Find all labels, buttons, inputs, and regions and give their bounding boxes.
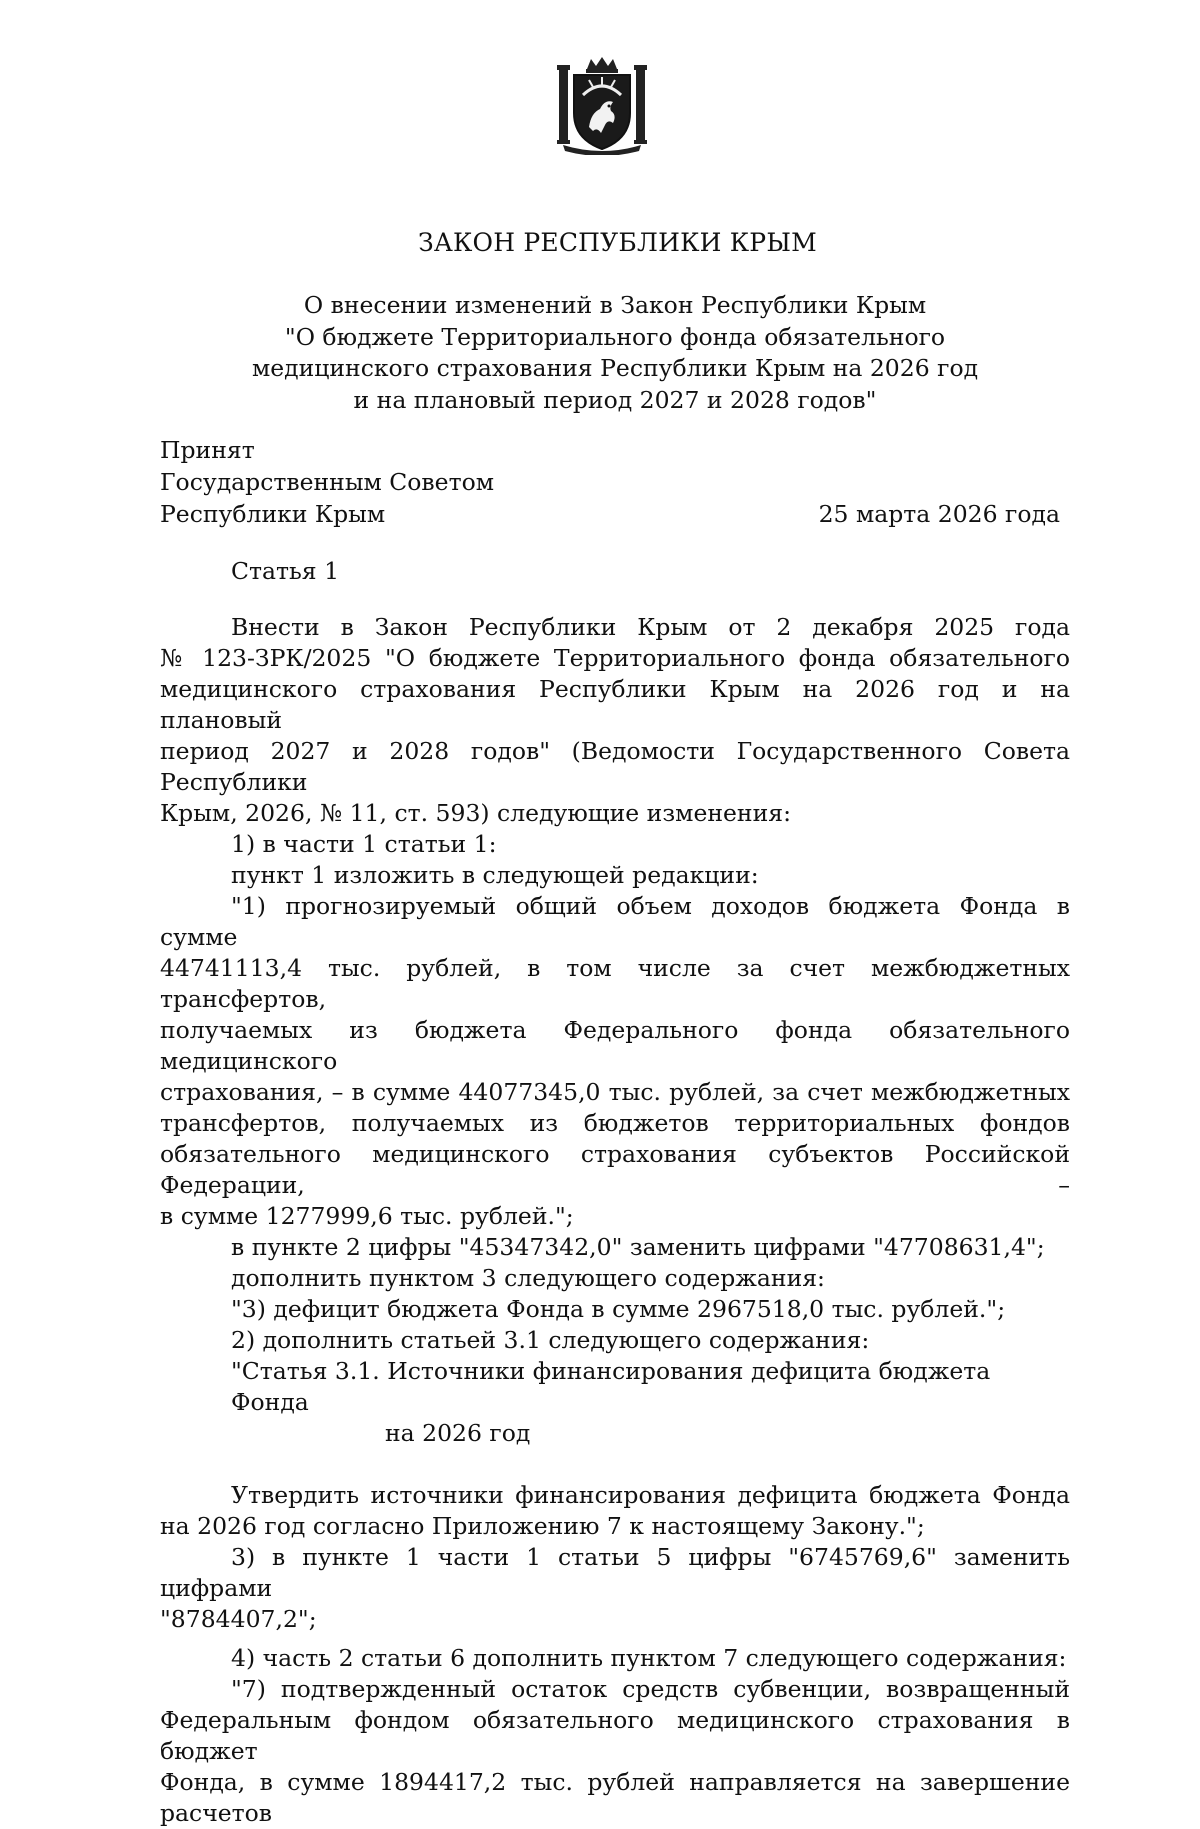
crimea-coat-of-arms-icon bbox=[553, 55, 651, 155]
adoption-date: 25 марта 2026 года bbox=[818, 500, 1060, 528]
adoption-block bbox=[160, 434, 1060, 530]
subtitle-line: "О бюджете Территориального фонда обязательного bbox=[284, 322, 946, 351]
text-line: 44741113,4 тыс. рублей, в том числе за счет межбюджетных трансфертов, bbox=[160, 954, 1070, 1013]
text-line: в пункте 2 цифры "45347342,0" заменить цифрами "47708631,4"; bbox=[231, 1233, 1045, 1261]
article-heading: Статья 1 bbox=[231, 557, 340, 585]
text-line: "3) дефицит бюджета Фонда в сумме 2967518,0 тыс. рублей."; bbox=[231, 1295, 1006, 1323]
text-line: 1) в части 1 статьи 1: bbox=[231, 830, 497, 858]
law-subtitle bbox=[0, 290, 1200, 416]
text-line: Внести в Закон Республики Крым от 2 декабря 2025 года bbox=[231, 613, 1070, 641]
text-line: Крым, 2026, № 11, ст. 593) следующие изменения: bbox=[160, 799, 791, 827]
text-line: пункт 1 изложить в следующей редакции: bbox=[231, 861, 759, 889]
text-line: в сумме 1277999,6 тыс. рублей."; bbox=[160, 1202, 574, 1230]
article-body bbox=[160, 612, 1070, 1829]
text-line: 2) дополнить статьей 3.1 следующего содержания: bbox=[231, 1326, 870, 1354]
text-line: Утвердить источники финансирования дефицита бюджета Фонда bbox=[231, 1481, 1070, 1509]
adopted-republic: Республики Крым bbox=[160, 500, 386, 528]
adopted-label: Принят bbox=[160, 436, 255, 464]
text-line: обязательного медицинского страхования субъектов Российской Федерации, – bbox=[160, 1140, 1070, 1199]
text-line: на 2026 год bbox=[385, 1419, 531, 1447]
adopted-by: Государственным Советом bbox=[160, 468, 494, 496]
text-line: "Статья 3.1. Источники финансирования дефицита бюджета Фонда bbox=[231, 1357, 991, 1416]
subtitle-line: и на плановый период 2027 и 2028 годов" bbox=[353, 385, 877, 414]
subtitle-line: О внесении изменений в Закон Республики Крым bbox=[303, 291, 927, 319]
text-line: № 123-ЗРК/2025 "О бюджете Территориального фонда обязательного bbox=[160, 644, 1070, 672]
text-line: 3) в пункте 1 части 1 статьи 5 цифры "6745769,6" заменить цифрами bbox=[160, 1543, 1070, 1602]
text-line: получаемых из бюджета Федерального фонда обязательного медицинского bbox=[160, 1016, 1070, 1075]
adopted-row bbox=[160, 498, 1060, 530]
text-line: "1) прогнозируемый общий объем доходов бюджета Фонда в сумме bbox=[160, 892, 1070, 951]
text-line: трансфертов, получаемых из бюджетов территориальных фондов bbox=[160, 1109, 1070, 1137]
text-line: 4) часть 2 статьи 6 дополнить пунктом 7 следующего содержания: bbox=[231, 1644, 1067, 1672]
text-line: "8784407,2"; bbox=[160, 1605, 317, 1633]
subtitle-line: медицинского страхования Республики Крым на 2026 год bbox=[251, 354, 979, 382]
text-line: Фонда, в сумме 1894417,2 тыс. рублей направляется на завершение расчетов bbox=[160, 1768, 1070, 1827]
text-line: страхования, – в сумме 44077345,0 тыс. рублей, за счет межбюджетных bbox=[160, 1078, 1070, 1106]
text-line: медицинского страхования Республики Крым на 2026 год и на плановый bbox=[160, 675, 1070, 734]
text-line: дополнить пунктом 3 следующего содержания: bbox=[231, 1264, 825, 1292]
text-line: Федеральным фондом обязательного медицинского страхования в бюджет bbox=[160, 1706, 1070, 1765]
text-line: период 2027 и 2028 годов" (Ведомости Государственного Совета Республики bbox=[160, 737, 1070, 796]
text-line: на 2026 год согласно Приложению 7 к настоящему Закону."; bbox=[160, 1512, 925, 1540]
text-line: "7) подтвержденный остаток средств субвенции, возвращенный bbox=[231, 1675, 1070, 1703]
paragraph-spacer bbox=[160, 1449, 1070, 1480]
law-title: ЗАКОН РЕСПУБЛИКИ КРЫМ bbox=[418, 228, 817, 257]
